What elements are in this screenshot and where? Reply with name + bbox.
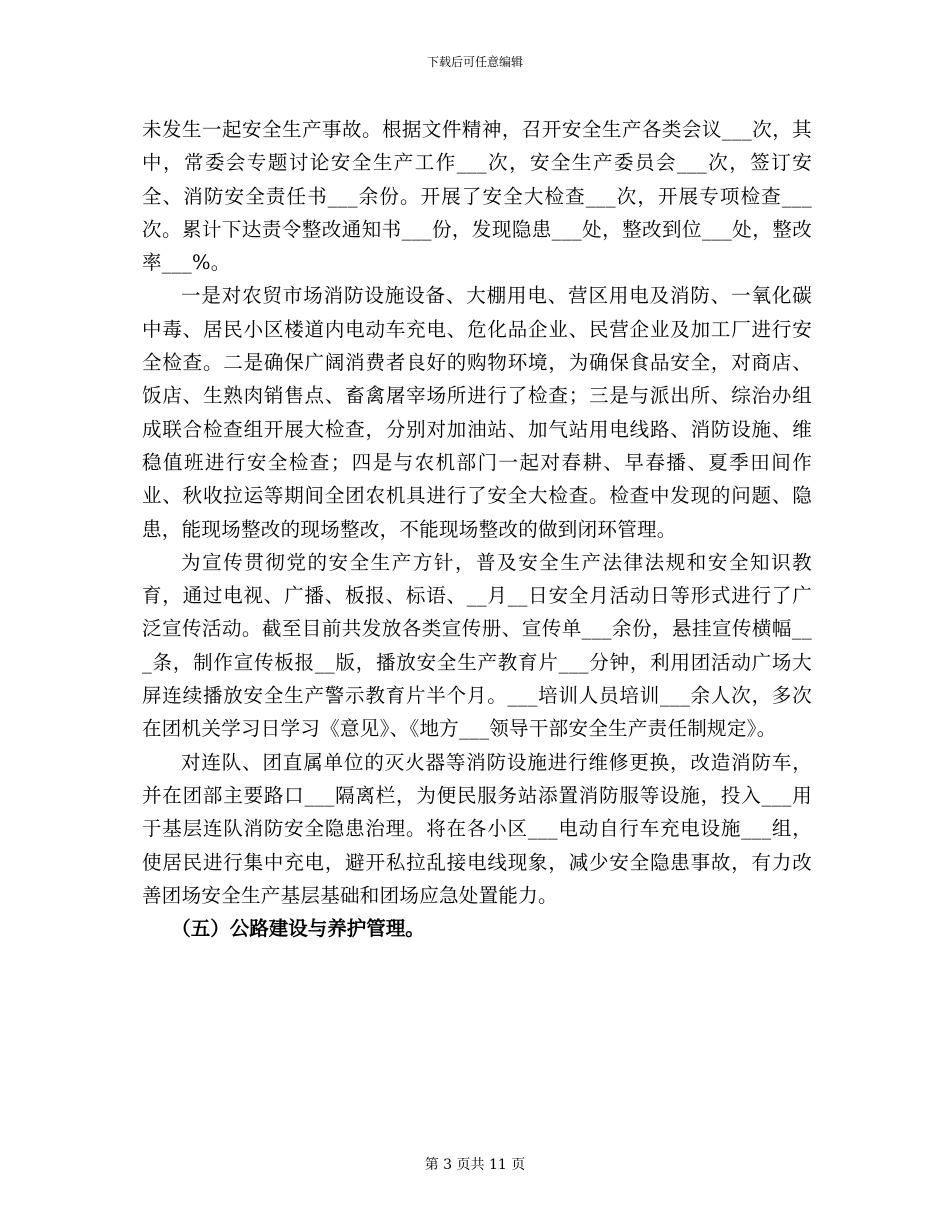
paragraph-4: 对连队、团直属单位的灭火器等消防设施进行维修更换，改造消防车，并在团部主要路口___隔离栏，为便民服务站添置消防服等设施，投入___用于基层连队消防安全隐患治理。将在各小区___电动自行车充电设施___组，使居民进行集中充电，避开私拉乱接电线现象，减少安全隐患事故，有力改善团场安全生产基层基础和团场应急处置能力。 (142, 750, 812, 907)
paragraph-2: 一是对农贸市场消防设施设备、大棚用电、营区用电及消防、一氧化碳中毒、居民小区楼道内电动车充电、危化品企业、民营企业及加工厂进行安全检查。二是确保广阔消费者良好的购物环境，为确保食品安全，对商店、饭店、生熟肉销售点、畜禽屠宰场所进行了检查；三是与派出所、综治办组成联合检查组开展大检查，分别对加油站、加气站用电线路、消防设施、维稳值班进行安全检查；四是与农机部门一起对春耕、早春播、夏季田间作业、秋收拉运等期间全团农机具进行了安全大检查。检查中发现的问题、隐患，能现场整改的现场整改，不能现场整改的做到闭环管理。 (142, 284, 812, 541)
section-heading: （五）公路建设与养护管理。 (171, 917, 425, 941)
paragraph-1: 未发生一起安全生产事故。根据文件精神，召开安全生产各类会议___次，其中，常委会专题讨论安全生产工作___次，安全生产委员会___次，签订安全、消防安全责任书___余份。开展了安全大检查___次，开展专项检查___次。累计下达责令整改通知书___份，发现隐患___处，整改到位___处，整改率___%。 (142, 118, 812, 275)
document-body (142, 113, 812, 945)
page-footer: 第 3 页共 11 页 (424, 1157, 526, 1173)
paragraph-3: 为宣传贯彻党的安全生产方针，普及安全生产法律法规和安全知识教育，通过电视、广播、板报、标语、__月__日安全月活动日等形式进行了广泛宣传活动。截至目前共发放各类宣传册、宣传单___余份，悬挂宣传横幅___条，制作宣传板报__版，播放安全生产教育片___分钟，利用团活动广场大屏连续播放安全生产警示教育片半个月。___培训人员培训___余人次，多次在团机关学习日学习《意见》、《地方___领导干部安全生产责任制规定》。 (142, 550, 812, 741)
page-header: 下载后可任意编辑 (426, 55, 523, 69)
